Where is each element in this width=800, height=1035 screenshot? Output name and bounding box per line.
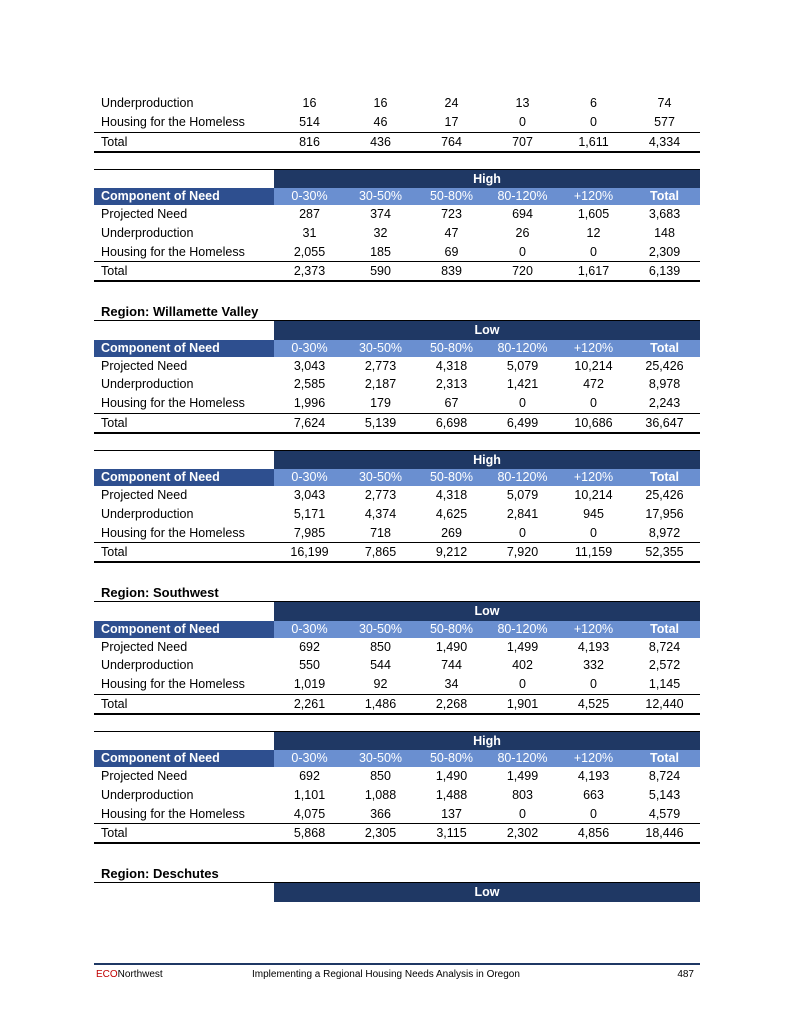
cell-value: 0 [590,115,597,129]
cell-value: 26 [515,225,530,240]
cell-value: 6,499 [487,413,558,433]
cell-value: 9,212 [416,543,487,563]
table-row [94,543,700,563]
row-label: Projected Need [101,639,188,654]
table-row [94,675,700,695]
row-label: Underproduction [101,377,194,392]
column-header: 0-30% [274,188,345,205]
column-header: 0-30% [274,621,345,638]
row-label: Housing for the Homeless [101,115,245,129]
cell-value: 4,856 [558,824,629,844]
cell-value: 332 [583,658,604,673]
cell-value: 850 [370,639,391,654]
cell-value: 5,143 [648,787,681,802]
cell-value: 1,019 [293,677,326,691]
needs-table [94,601,700,715]
cell-value: 1,145 [648,677,681,691]
column-header: 80-120% [487,188,558,205]
cell-value: 11,159 [558,543,629,563]
cell-value: 32 [373,225,388,240]
cell-value: 2,572 [648,658,681,673]
needs-table [94,169,700,283]
cell-value: 8,724 [648,639,681,654]
cell-value: 0 [519,806,526,821]
component-header: Component of Need [94,621,274,638]
cell-value: 13 [515,96,530,111]
cell-value: 67 [444,396,459,410]
cell-value: 0 [590,677,597,691]
cell-value: 3,683 [648,207,681,222]
component-header: Component of Need [94,340,274,357]
table-deschutes-low [94,882,700,902]
table-row [94,413,700,433]
row-label: Total [94,413,274,433]
scenario-header: High [274,450,700,469]
row-label: Underproduction [101,506,194,521]
cell-value: 6,698 [416,413,487,433]
scenario-header: High [274,169,700,188]
cell-value: 0 [519,677,526,691]
row-label: Total [94,543,274,563]
column-header-row [94,621,700,638]
cell-value: 8,978 [648,377,681,392]
column-header: 50-80% [416,188,487,205]
region-heading-deschutes: Region: Deschutes [101,866,219,881]
cell-value: 4,334 [629,132,700,152]
cell-value: 12 [586,225,601,240]
row-label: Housing for the Homeless [101,396,245,410]
cell-value: 25,426 [645,488,684,503]
cell-value: 402 [512,658,533,673]
cell-value: 4,318 [435,358,468,373]
cell-value: 2,261 [274,694,345,714]
cell-value: 0 [519,525,526,540]
cell-value: 7,865 [345,543,416,563]
cell-value: 839 [416,262,487,282]
cell-value: 590 [345,262,416,282]
cell-value: 185 [370,244,391,259]
cell-value: 723 [441,207,462,222]
cell-value: 1,421 [506,377,539,392]
column-header-row [94,750,700,767]
cell-value: 0 [519,115,526,129]
cell-value: 5,079 [506,488,539,503]
table-row [94,767,700,786]
cell-value: 3,115 [416,824,487,844]
column-header: 30-50% [345,621,416,638]
cell-value: 514 [299,115,320,129]
column-header: 50-80% [416,469,487,486]
table-row [94,523,700,543]
cell-value: 2,841 [506,506,539,521]
column-header-row [94,340,700,357]
column-header: 30-50% [345,188,416,205]
cell-value: 4,193 [577,769,610,784]
cell-value: 0 [590,525,597,540]
cell-value: 2,302 [487,824,558,844]
cell-value: 1,996 [293,396,326,410]
cell-value: 0 [519,396,526,410]
cell-value: 472 [583,377,604,392]
cell-value: 4,579 [648,806,681,821]
cell-value: 764 [416,132,487,152]
cell-value: 4,318 [435,488,468,503]
cell-value: 17,956 [645,506,684,521]
column-header: 80-120% [487,340,558,357]
row-label: Underproduction [101,225,194,240]
cell-value: 2,243 [648,396,681,410]
region-heading: Region: Willamette Valley [101,304,259,319]
column-header: +120% [558,750,629,767]
row-label: Housing for the Homeless [101,525,245,540]
region-heading: Region: Southwest [101,585,219,600]
cell-value: 692 [299,639,320,654]
cell-value: 287 [299,207,320,222]
column-header: 30-50% [345,340,416,357]
column-header: 30-50% [345,469,416,486]
footer-brand: ECONorthwest [96,969,163,980]
cell-value: 179 [370,396,391,410]
cell-value: 1,486 [345,694,416,714]
cell-value: 366 [370,806,391,821]
column-header: 0-30% [274,469,345,486]
column-header: 50-80% [416,621,487,638]
cell-value: 2,305 [345,824,416,844]
scenario-header: Low [274,602,700,621]
column-header: 80-120% [487,469,558,486]
cell-value: 4,374 [364,506,397,521]
scenario-header: High [274,731,700,750]
column-header: 50-80% [416,340,487,357]
cell-value: 577 [654,115,675,129]
cell-value: 10,214 [574,488,613,503]
cell-value: 850 [370,769,391,784]
needs-table [94,450,700,564]
cell-value: 2,055 [293,244,326,259]
column-header: 80-120% [487,750,558,767]
cell-value: 3,043 [293,358,326,373]
column-header: Total [629,340,700,357]
row-label: Underproduction [101,658,194,673]
column-header: Total [629,469,700,486]
cell-value: 1,499 [506,769,539,784]
table-row [94,786,700,805]
row-label: Total [94,694,274,714]
row-label: Underproduction [101,96,194,111]
table-row [94,394,700,414]
table-row [94,486,700,505]
cell-value: 16 [302,96,317,111]
table-row [94,205,700,224]
cell-value: 718 [370,525,391,540]
cell-value: 6,139 [629,262,700,282]
cell-value: 0 [590,396,597,410]
cell-value: 1,499 [506,639,539,654]
row-label: Total [94,262,274,282]
table-row [94,132,700,152]
page-content [94,94,700,902]
cell-value: 1,488 [435,787,468,802]
cell-value: 52,355 [629,543,700,563]
table-row [94,505,700,524]
scenario-header: Low [274,321,700,340]
column-header: Total [629,188,700,205]
cell-value: 7,985 [293,525,326,540]
cell-value: 6 [590,96,597,111]
cell-value: 720 [487,262,558,282]
column-header: +120% [558,340,629,357]
table-row [94,824,700,844]
cell-value: 2,268 [416,694,487,714]
cell-value: 0 [590,244,597,259]
table-row [94,375,700,394]
cell-value: 2,309 [648,244,681,259]
cell-value: 7,624 [274,413,345,433]
table-row [94,804,700,824]
needs-table [94,320,700,434]
cell-value: 74 [657,96,672,111]
table-row [94,694,700,714]
column-header: +120% [558,188,629,205]
cell-value: 2,313 [435,377,468,392]
cell-value: 16 [373,96,388,111]
cell-value: 1,617 [558,262,629,282]
cell-value: 3,043 [293,488,326,503]
cell-value: 4,625 [435,506,468,521]
cell-value: 744 [441,658,462,673]
footer-title: Implementing a Regional Housing Needs Analysis in Oregon [252,969,520,980]
component-header: Component of Need [94,188,274,205]
component-header: Component of Need [94,469,274,486]
table-row [94,224,700,243]
cell-value: 694 [512,207,533,222]
cell-value: 1,605 [577,207,610,222]
cell-value: 1,101 [293,787,326,802]
row-label: Total [94,824,274,844]
row-label: Total [94,132,274,152]
cell-value: 1,088 [364,787,397,802]
cell-value: 148 [654,225,675,240]
column-header-row [94,469,700,486]
cell-value: 10,686 [558,413,629,433]
row-label: Housing for the Homeless [101,244,245,259]
column-header: +120% [558,469,629,486]
cell-value: 2,585 [293,377,326,392]
cell-value: 5,171 [293,506,326,521]
page-number: 487 [677,969,694,980]
cell-value: 5,868 [274,824,345,844]
cell-value: 8,972 [648,525,681,540]
column-header: Total [629,621,700,638]
cell-value: 816 [274,132,345,152]
component-header: Component of Need [94,750,274,767]
cell-value: 692 [299,769,320,784]
cell-value: 707 [487,132,558,152]
row-label: Projected Need [101,769,188,784]
row-label: Housing for the Homeless [101,677,245,691]
table-row [94,242,700,262]
column-header: 0-30% [274,750,345,767]
cell-value: 18,446 [629,824,700,844]
column-header: 0-30% [274,340,345,357]
cell-value: 34 [444,677,459,691]
table-top-fragment [94,94,700,153]
table-row [94,638,700,657]
cell-value: 36,647 [629,413,700,433]
table-row [94,94,700,113]
table-row [94,113,700,133]
cell-value: 5,079 [506,358,539,373]
cell-value: 1,490 [435,639,468,654]
table-row [94,262,700,282]
cell-value: 4,525 [558,694,629,714]
cell-value: 46 [373,115,388,129]
cell-value: 47 [444,225,459,240]
cell-value: 0 [590,806,597,821]
cell-value: 7,920 [487,543,558,563]
cell-value: 16,199 [274,543,345,563]
column-header: Total [629,750,700,767]
table-row [94,656,700,675]
row-label: Projected Need [101,488,188,503]
cell-value: 663 [583,787,604,802]
cell-value: 8,724 [648,769,681,784]
scenario-header: Low [274,883,700,902]
cell-value: 69 [444,244,459,259]
column-header: 50-80% [416,750,487,767]
cell-value: 945 [583,506,604,521]
cell-value: 17 [444,115,459,129]
cell-value: 4,193 [577,639,610,654]
column-header: 80-120% [487,621,558,638]
column-header: 30-50% [345,750,416,767]
cell-value: 1,611 [558,132,629,152]
cell-value: 31 [302,225,317,240]
cell-value: 550 [299,658,320,673]
row-label: Projected Need [101,358,188,373]
cell-value: 5,139 [345,413,416,433]
cell-value: 4,075 [293,806,326,821]
cell-value: 544 [370,658,391,673]
cell-value: 12,440 [629,694,700,714]
cell-value: 10,214 [574,358,613,373]
cell-value: 269 [441,525,462,540]
row-label: Projected Need [101,207,188,222]
cell-value: 436 [345,132,416,152]
cell-value: 137 [441,806,462,821]
cell-value: 2,773 [364,358,397,373]
cell-value: 374 [370,207,391,222]
column-header: +120% [558,621,629,638]
cell-value: 92 [373,677,388,691]
cell-value: 1,901 [487,694,558,714]
cell-value: 0 [519,244,526,259]
row-label: Underproduction [101,787,194,802]
needs-table [94,731,700,845]
page-footer [94,963,700,985]
cell-value: 1,490 [435,769,468,784]
column-header-row [94,188,700,205]
row-label: Housing for the Homeless [101,806,245,821]
cell-value: 2,773 [364,488,397,503]
cell-value: 2,373 [274,262,345,282]
cell-value: 803 [512,787,533,802]
cell-value: 25,426 [645,358,684,373]
table-row [94,357,700,376]
cell-value: 2,187 [364,377,397,392]
cell-value: 24 [444,96,459,111]
